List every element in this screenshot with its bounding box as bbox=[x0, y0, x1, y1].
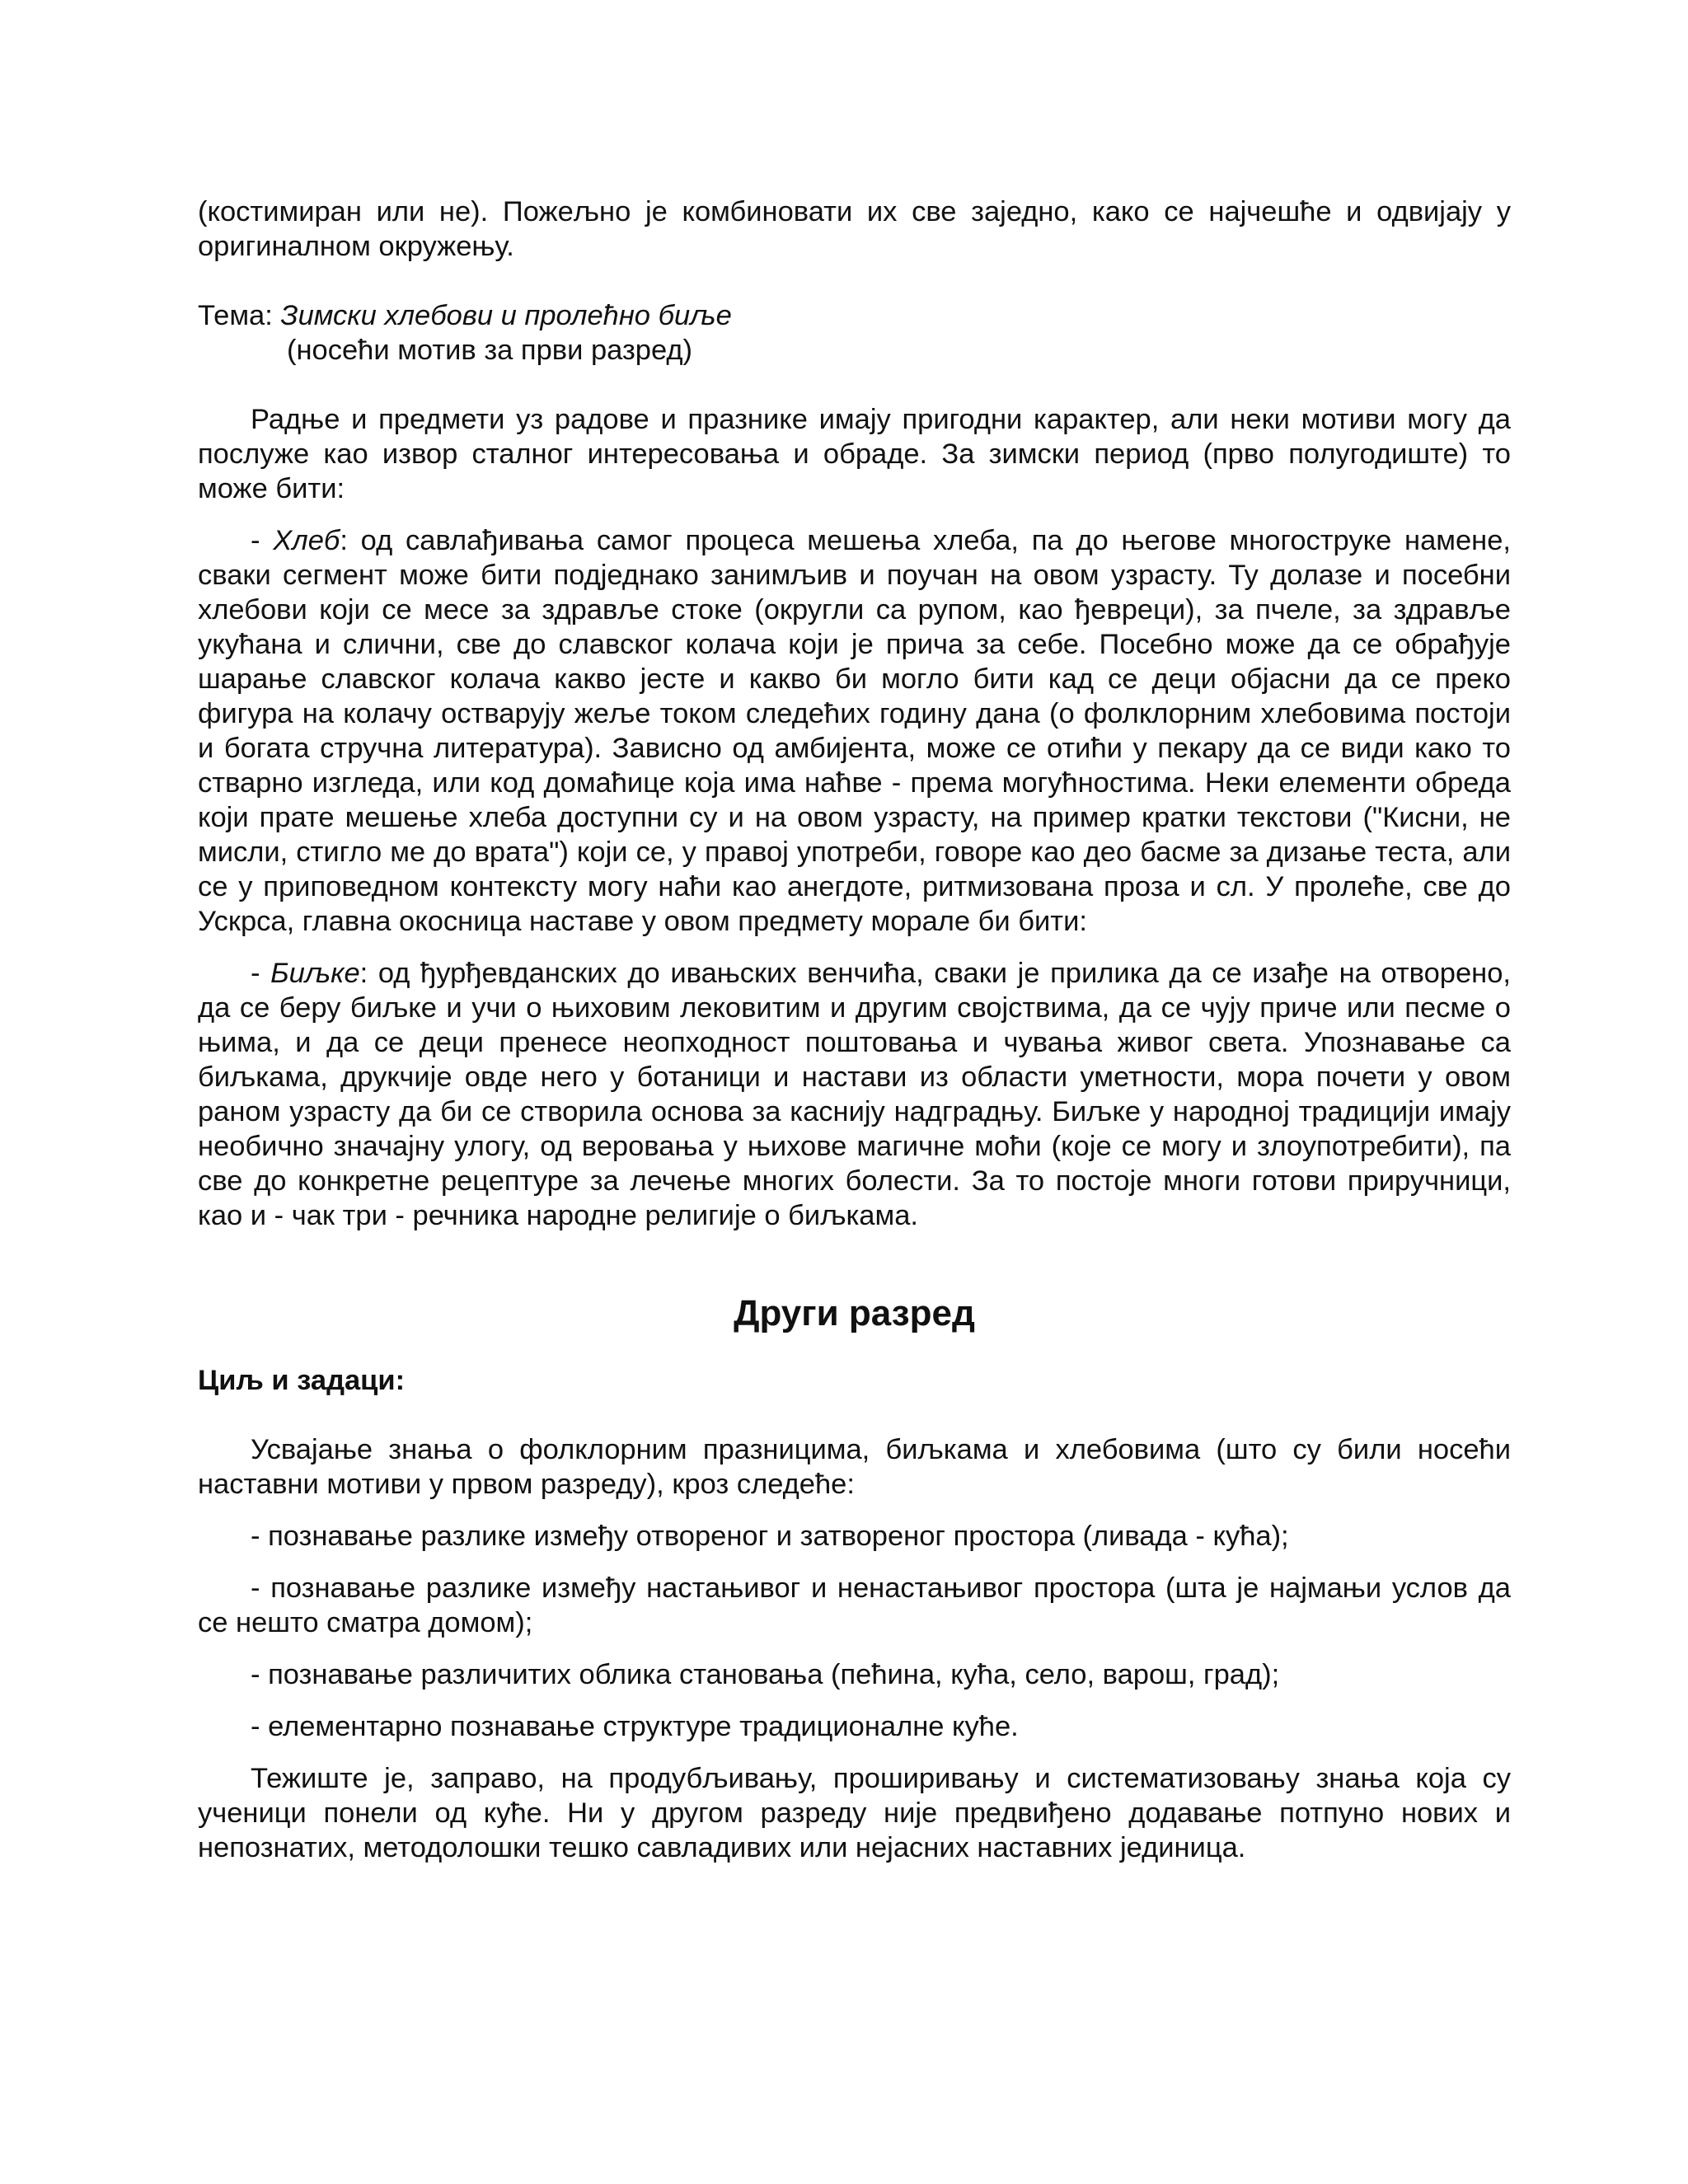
goals-subheading: Циљ и задаци: bbox=[198, 1365, 406, 1396]
bread-term: Хлеб bbox=[273, 525, 340, 556]
bread-prefix: - bbox=[251, 525, 274, 556]
list-item: - познавање разлике између настањивог и ненастањивог простора (шта је најмањи услов да се нешто сматра домом); bbox=[198, 1572, 1511, 1638]
plants-term: Биљке bbox=[270, 958, 360, 989]
bread-text: : од савлађивања самог процеса мешења хлеба, па до његове многоструке намене, сваки сегмент може бити подједнако занимљив и поучан на овом узрасту. Ту долазе и посебни хлебови који се месе за здравље стоке (округли са рупом, као ђевреци), за пчеле, за здравље укућана и слични, све до славског колача који је прича за себе. Посебно може да се обрађује шарање славског колача какво јесте и какво би могло бити кад се деци објасни да се преко фигура на колачу остварују жеље током следећих годину дана (о фолклорним хлебовима постоји и богата стручна литература). Зависно од амбијента, може се отићи у пекару да се види како то стварно изгледа, или код домаћице која има наћве - према могућностима. Неки елементи обреда који прате мешење хлеба доступни су и на овом узрасту, на пример кратки текстови ("Кисни, не мисли, стигло ме до врата") који се, у правој употреби, говоре као део басме за дизање теста, али се у приповедном контексту могу наћи као анегдоте, ритмизована проза и сл. У пролеће, све до Ускрса, главна окосница наставе у овом предмету морале би бити: bbox=[198, 525, 1512, 937]
section1-paragraph: Радње и предмети уз радове и празнике имају пригодни карактер, али неки мотиви могу да послуже као извор сталног интересовања и обраде. За зимски период (прво полугодиште) то може бити: bbox=[198, 404, 1511, 504]
theme-block bbox=[198, 298, 1511, 368]
plants-text: : од ђурђевданских до ивањских венчића, сваки је прилика да се изађе на отворено, да се беру биљке и учи о њиховим лековитим и другим својствима, да се чују приче или песме о њима, и да се деци пренесе неопходност поштовања и чувања живог света. Упознавање са биљкама, друкчије овде него у ботаници и настави из области уметности, мора почети у овом раном узрасту да би се створила основа за каснију надградњу. Биљке у народној традицији имају необично значајну улогу, од веровања у њихове магичне моћи (које се могу и злоупотребити), па све до конкретне рецептуре за лечење многих болести. За то постоје многи готови приручници, као и - чак три - речника народне религије о биљкама. bbox=[198, 958, 1511, 1231]
bread-item bbox=[198, 523, 1511, 939]
theme-title: Зимски хлебови и пролећно биље bbox=[280, 300, 732, 331]
section2-intro: Усвајање знања о фолклорним празницима, биљкама и хлебовима (што су били носећи наставни мотиви у првом разреду), кроз следеће: bbox=[198, 1434, 1511, 1500]
theme-subtitle: (носећи мотив за први разред) bbox=[287, 335, 693, 366]
list-item: - познавање различитих облика становања (пећина, кућа, село, варош, град); bbox=[251, 1659, 1280, 1690]
document-page bbox=[198, 194, 1511, 1865]
plants-prefix: - bbox=[251, 958, 271, 989]
theme-line bbox=[198, 298, 1511, 333]
intro-paragraph: (костимиран или не). Пожељно је комбиновати их све заједно, како се најчешће и одвијају у оригиналном окружењу. bbox=[198, 196, 1511, 262]
closing-paragraph: Тежиште је, заправо, на продубљивању, проширивању и систематизовању знања која су ученици понели од куће. Ни у другом разреду није предвиђено додавање потпуно нових и непознатих, методолошки тешко савладивих или нејасних наставних јединица. bbox=[198, 1763, 1511, 1863]
plants-item bbox=[198, 956, 1511, 1233]
section-heading: Други разред bbox=[734, 1293, 975, 1333]
list-item: - елементарно познавање структуре традиционалне куће. bbox=[251, 1711, 1019, 1742]
list-item: - познавање разлике између отвореног и затвореног простора (ливада - кућа); bbox=[251, 1521, 1289, 1552]
theme-label: Тема: bbox=[198, 300, 281, 331]
